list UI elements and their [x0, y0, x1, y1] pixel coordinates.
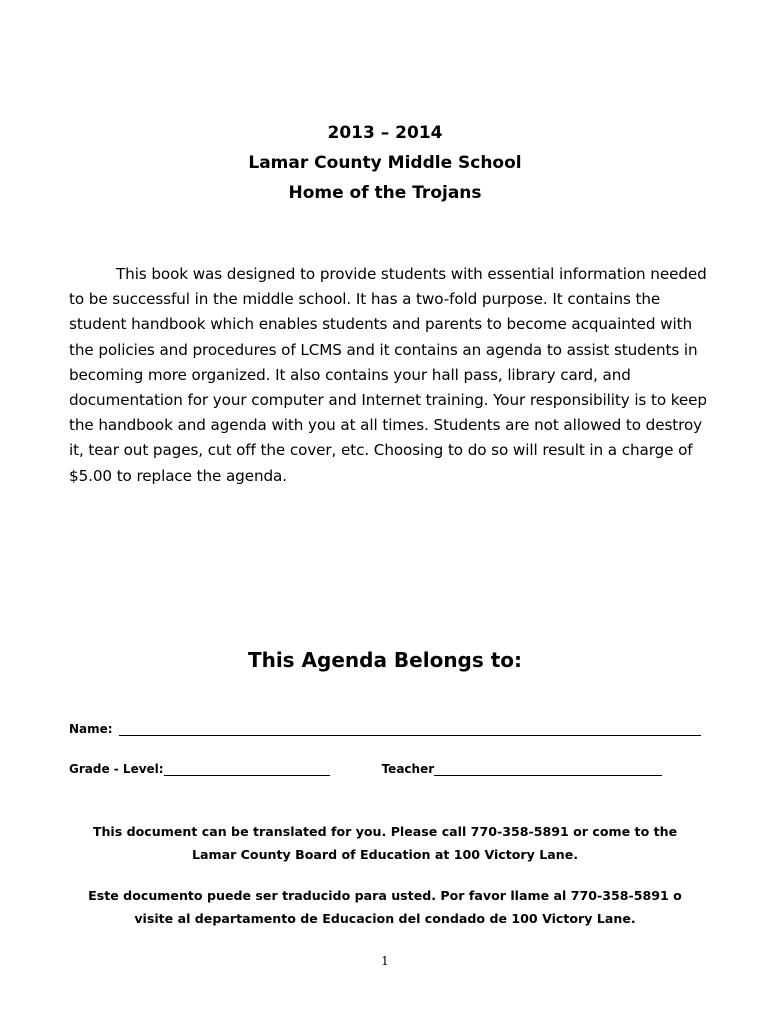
school-motto: Home of the Trojans	[288, 183, 482, 203]
agenda-owner-heading: This Agenda Belongs to:	[247, 648, 523, 672]
page-number: 1	[381, 954, 389, 968]
page-header	[0, 118, 770, 208]
teacher-label: Teacher	[381, 762, 435, 776]
name-field-line[interactable]	[119, 721, 701, 736]
spanish-note-line-1: Este documento puede ser traducido para usted. Por favor llame al 770-358-5891 o	[88, 888, 682, 903]
translation-note-english	[40, 821, 730, 866]
translation-note-spanish	[40, 885, 730, 930]
intro-section	[69, 262, 709, 489]
english-note-line-2: Lamar County Board of Education at 100 Victory Lane.	[191, 846, 579, 862]
spanish-note-line-2: visite al departamento de Educacion del condado de 100 Victory Lane.	[134, 910, 636, 926]
name-field-row	[69, 721, 701, 736]
grade-teacher-row	[69, 761, 701, 776]
intro-paragraph: This book was designed to provide students with essential information needed to be successful in the middle school. It has a two-fold purpose. It contains the student handbook which enables students and parents to become acquainted with the policies and procedures of LCMS and it contains an agenda to assist students in becoming more organized. It also contains your hall pass, library card, and documentation for your computer and Internet training. Your responsibility is to keep the handbook and agenda with you at all times. Students are not allowed to destroy it, tear out pages, cut off the cover, etc. Choosing to do so will result in a charge of $5.00 to replace the agenda.	[69, 265, 707, 485]
teacher-field-line[interactable]	[434, 761, 662, 776]
grade-level-field-line[interactable]	[164, 761, 330, 776]
grade-level-label: Grade - Level:	[69, 762, 164, 776]
english-note-line-1: This document can be translated for you. Please call 770-358-5891 or come to the	[92, 824, 678, 839]
school-year: 2013 – 2014	[327, 123, 443, 143]
name-label: Name:	[69, 722, 113, 736]
school-name: Lamar County Middle School	[248, 153, 522, 173]
